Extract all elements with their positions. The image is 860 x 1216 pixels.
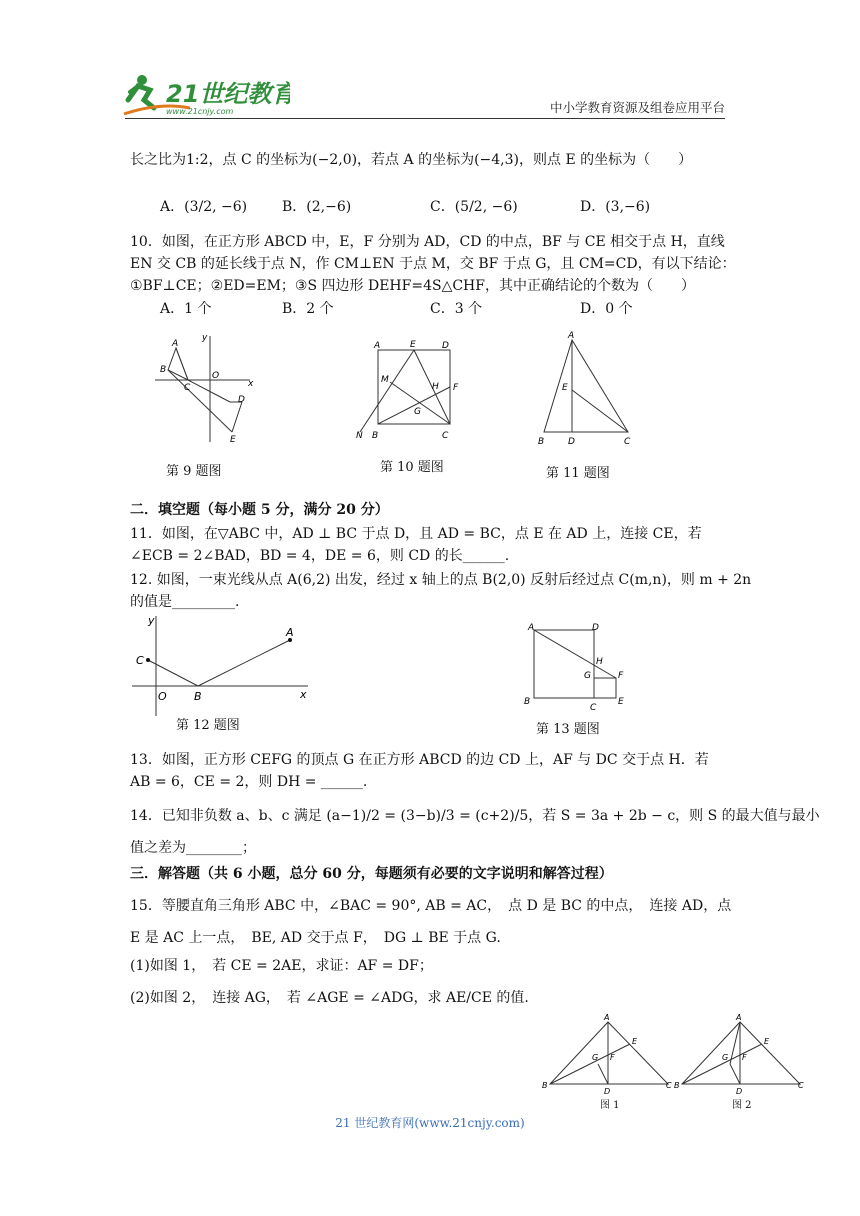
q9-stem: 长之比为1:2，点 C 的坐标为(−2,0)，若点 A 的坐标为(−4,3)，则点 E 的坐标为（ ） xyxy=(130,152,693,168)
svg-text:A: A xyxy=(604,1014,610,1022)
svg-text:C: C xyxy=(624,437,631,447)
figure-11-caption: 第 11 题图 xyxy=(546,466,610,481)
svg-text:y: y xyxy=(148,614,155,627)
q10-line-3: ①BF⊥CE；②ED=EM；③S 四边形 DEHF=4S△CHF，其中正确结论的个数为（ ） xyxy=(130,278,695,294)
q9-option-d: D．(3,−6) xyxy=(580,199,651,215)
figure-10-caption: 第 10 题图 xyxy=(380,460,444,475)
q10-option-b: B．2 个 xyxy=(282,301,334,317)
svg-text:O: O xyxy=(158,690,167,703)
figure-15 xyxy=(540,1014,810,1110)
svg-text:A: A xyxy=(172,339,179,349)
svg-text:D: D xyxy=(238,395,245,405)
figure-15-caption-1: 图 1 xyxy=(600,1100,620,1111)
q10-line-1: 10．如图，在正方形 ABCD 中，E，F 分别为 AD，CD 的中点，BF 与 CE 相交于点 H，直线 xyxy=(130,234,725,250)
svg-text:D: D xyxy=(604,1087,611,1096)
figure-15-diagram-1 xyxy=(542,1014,672,1096)
header-platform-text: 中小学教育资源及组卷应用平台 xyxy=(549,100,725,115)
q14-line-2: 值之差为________； xyxy=(130,840,256,856)
q10-option-a: A．1 个 xyxy=(160,301,212,317)
q12-line-1: 12. 如图，一束光线从点 A(6,2) 出发，经过 x 轴上的点 B(2,0) 反射后经过点 C(m,n)，则 m + 2n xyxy=(130,572,752,588)
svg-text:A: A xyxy=(736,1014,742,1022)
svg-text:A: A xyxy=(568,331,575,341)
svg-text:A: A xyxy=(528,623,535,633)
svg-text:x: x xyxy=(300,688,307,701)
svg-text:B: B xyxy=(372,431,379,441)
svg-text:D: D xyxy=(592,623,599,633)
svg-text:C: C xyxy=(184,383,191,393)
figure-10 xyxy=(348,332,468,444)
svg-text:C: C xyxy=(666,1081,672,1090)
figure-12-caption: 第 12 题图 xyxy=(176,718,240,733)
q10-option-c: C．3 个 xyxy=(430,301,483,317)
svg-text:G: G xyxy=(584,671,591,681)
figure-13 xyxy=(520,620,640,716)
section-2-heading: 二．填空题（每小题 5 分，满分 20 分） xyxy=(130,502,389,518)
svg-text:D: D xyxy=(568,437,575,447)
svg-text:A: A xyxy=(374,341,381,351)
svg-text:B: B xyxy=(542,1081,548,1090)
svg-text:G: G xyxy=(592,1053,599,1062)
q9-option-a: A．(3/2, −6) xyxy=(160,199,248,215)
svg-text:G: G xyxy=(722,1053,729,1062)
svg-text:x: x xyxy=(248,379,254,389)
svg-text:N: N xyxy=(356,431,363,441)
svg-text:M: M xyxy=(381,375,389,385)
q10-line-2: EN 交 CB 的延长线于点 N，作 CM⊥EN 于点 M，交 BF 于点 G，且 CM=CD，有以下结论： xyxy=(130,256,736,272)
svg-text:B: B xyxy=(194,690,202,703)
svg-text:B: B xyxy=(160,365,167,375)
q13-line-1: 13．如图，正方形 CEFG 的顶点 G 在正方形 ABCD 的边 CD 上，AF 与 DC 交于点 H．若 xyxy=(130,752,709,768)
q9-option-c: C．(5/2, −6) xyxy=(430,199,518,215)
svg-text:C: C xyxy=(442,431,449,441)
svg-text:O: O xyxy=(212,371,220,381)
svg-text:D: D xyxy=(736,1087,743,1096)
svg-text:C: C xyxy=(798,1081,804,1090)
figure-15-diagram-2 xyxy=(674,1014,804,1096)
q12-line-2: 的值是_________. xyxy=(130,594,240,610)
svg-text:H: H xyxy=(432,382,439,392)
q15-line-1: 15．等腰直角三角形 ABC 中，∠BAC = 90°, AB = AC， 点 D 是 BC 的中点， 连接 AD，点 xyxy=(130,898,732,914)
svg-text:E: E xyxy=(230,435,236,445)
logo-url: www.21cnjy.com xyxy=(166,107,234,116)
q15-line-3: (1)如图 1， 若 CE = 2AE，求证：AF = DF； xyxy=(130,958,433,974)
q11-line-2: ∠ECB = 2∠BAD，BD = 4，DE = 6，则 CD 的长______. xyxy=(130,548,510,564)
svg-text:E: E xyxy=(632,1037,638,1046)
svg-text:G: G xyxy=(414,407,421,417)
section-3-heading: 三．解答题（共 6 小题，总分 60 分，每题须有必要的文字说明和解答过程） xyxy=(130,866,613,882)
svg-text:D: D xyxy=(442,341,449,351)
svg-text:E: E xyxy=(764,1037,770,1046)
page-footer: 21 世纪教育网(www.21cnjy.com) xyxy=(335,1116,525,1130)
svg-text:B: B xyxy=(674,1081,680,1090)
svg-text:F: F xyxy=(618,671,624,681)
svg-text:H: H xyxy=(596,657,603,667)
header-divider xyxy=(125,118,725,119)
svg-text:E: E xyxy=(562,383,568,393)
figure-13-caption: 第 13 题图 xyxy=(536,722,600,737)
svg-text:E: E xyxy=(410,340,416,350)
svg-text:E: E xyxy=(618,697,624,707)
svg-text:C: C xyxy=(136,654,144,667)
q9-option-b: B．(2,−6) xyxy=(282,199,352,215)
svg-text:F: F xyxy=(610,1053,615,1062)
q15-line-4: (2)如图 2， 连接 AG， 若 ∠AGE = ∠ADG，求 AE/CE 的值. xyxy=(130,990,529,1006)
q13-line-2: AB = 6，CE = 2，则 DH = ______. xyxy=(130,774,368,790)
figure-12 xyxy=(130,612,320,722)
q11-line-1: 11．如图，在▽ABC 中，AD ⊥ BC 于点 D，且 AD = BC，点 E 在 AD 上，连接 CE，若 xyxy=(130,526,702,542)
svg-text:F: F xyxy=(742,1053,747,1062)
q10-option-d: D．0 个 xyxy=(580,301,633,317)
site-logo xyxy=(120,70,290,124)
svg-text:B: B xyxy=(524,697,531,707)
figure-9 xyxy=(150,330,260,450)
svg-text:B: B xyxy=(538,437,545,447)
svg-text:F: F xyxy=(453,383,459,393)
figure-11 xyxy=(530,328,640,450)
svg-text:A: A xyxy=(286,626,294,639)
q14-line-1: 14．已知非负数 a、b、c 满足 (a−1)/2 = (3−b)/3 = (c+2)/5，若 S = 3a + 2b − c，则 S 的最大值与最小 xyxy=(130,808,820,824)
logo-text: 21世纪教育 xyxy=(166,80,290,108)
svg-text:y: y xyxy=(202,333,208,343)
q15-line-2: E 是 AC 上一点， BE, AD 交于点 F， DG ⊥ BE 于点 G. xyxy=(130,930,501,946)
figure-9-caption: 第 9 题图 xyxy=(166,464,222,479)
svg-text:C: C xyxy=(590,703,597,713)
figure-15-caption-2: 图 2 xyxy=(732,1100,752,1111)
